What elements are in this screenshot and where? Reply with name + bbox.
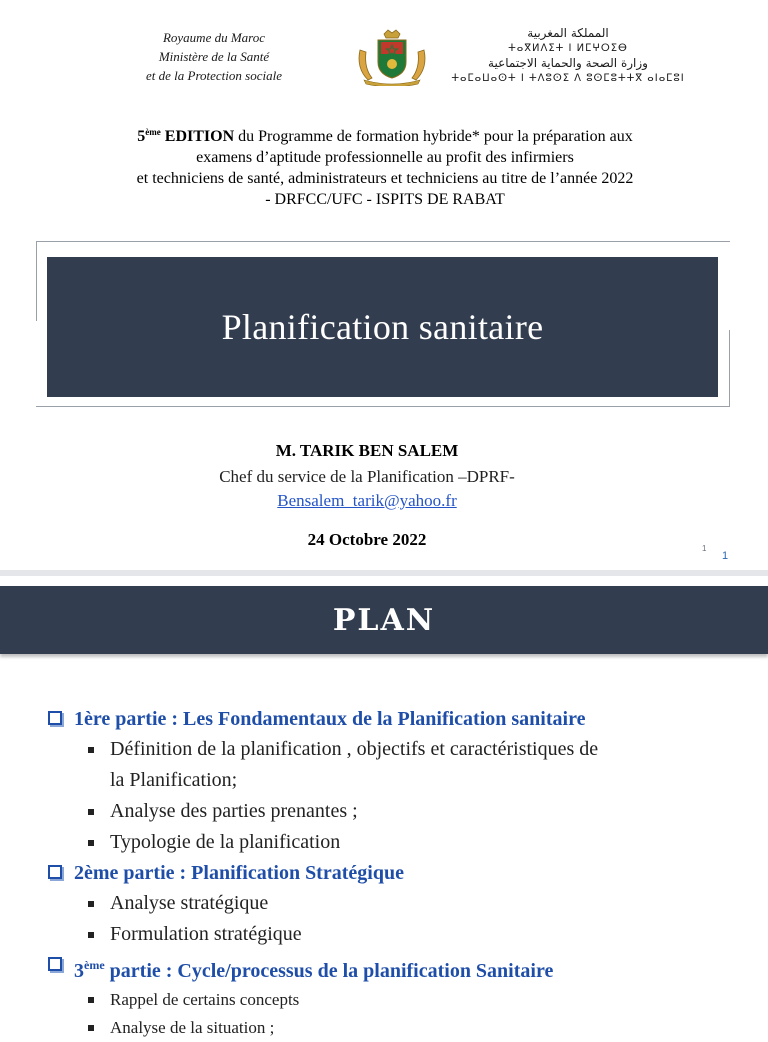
- list-item-text: Analyse stratégique: [110, 892, 269, 914]
- part-heading: [48, 858, 748, 888]
- header-line: ⵜⴰⴳⵍⴷⵉⵜ ⵏ ⵍⵎⵖⵔⵉⴱ: [508, 43, 628, 54]
- list-item-text: Formulation stratégique: [110, 923, 302, 945]
- list-item-text: Analyse de la situation ;: [110, 1018, 275, 1037]
- edition-line: du Programme de formation hybride* pour la préparation aux: [234, 128, 633, 145]
- list-item: [48, 986, 748, 1014]
- square-bullet-icon: [88, 932, 94, 938]
- header-line: et de la Protection sociale: [146, 68, 282, 83]
- plan-slide: [0, 576, 768, 1037]
- list-item-text: Analyse des parties prenantes ;: [110, 800, 358, 822]
- ministry-name-fr: [108, 28, 320, 85]
- slide-number: 1: [722, 550, 729, 562]
- title-banner: [47, 257, 718, 397]
- list-item: [48, 919, 748, 950]
- plan-title: PLAN: [332, 602, 436, 638]
- edition-line: examens d’aptitude professionnelle au profit des infirmiers: [196, 149, 574, 166]
- header-line: Royaume du Maroc: [162, 30, 266, 45]
- part-ordinal: 2ème: [74, 862, 119, 884]
- edition-line: et techniciens de santé, administrateurs et techniciens au titre de l’année 2022: [136, 170, 634, 187]
- author-email-link[interactable]: Bensalem_tarik@yahoo.fr: [277, 491, 457, 510]
- frame-line: [36, 406, 730, 407]
- header-line: Ministère de la Santé: [158, 49, 270, 64]
- part-ordinal: 3: [74, 960, 84, 982]
- header-line: المملكة المغربية: [527, 26, 609, 40]
- moroccan-coat-of-arms-icon: [350, 28, 434, 86]
- slide-title: Planification sanitaire: [221, 307, 544, 347]
- square-bullet-icon: [88, 809, 94, 815]
- frame-line: [36, 241, 37, 321]
- square-bullet-icon: [88, 747, 94, 753]
- edition-label: EDITION: [164, 128, 235, 145]
- part-items: [48, 888, 748, 950]
- slide-number-small: 1: [702, 544, 707, 553]
- plan-banner: [0, 586, 768, 654]
- edition-text: [40, 122, 730, 210]
- part-items: [48, 986, 748, 1042]
- frame-line: [729, 330, 730, 407]
- list-item: [48, 888, 748, 919]
- square-bullet-icon: [88, 997, 94, 1003]
- edition-ordinal: 5: [137, 128, 146, 145]
- square-bullet-icon: [88, 901, 94, 907]
- list-item: [48, 827, 748, 858]
- checkbox-bullet-icon: [48, 711, 62, 725]
- part-ordinal: 1ère: [74, 708, 111, 730]
- list-item-text: la Planification;: [110, 769, 238, 791]
- frame-line: [36, 241, 730, 242]
- header-line: ⵜⴰⵎⴰⵡⴰⵙⵜ ⵏ ⵜⴷⵓⵙⵉ ⴷ ⵓⵙⵎⵓⵜⵜⴳ ⴰⵏⴰⵎⵓⵏ: [451, 73, 685, 84]
- part-label: partie : Planification Stratégique: [118, 862, 404, 884]
- square-bullet-icon: [88, 840, 94, 846]
- edition-ordinal-sup: ème: [145, 127, 161, 137]
- part-label: partie : Les Fondamentaux de la Planification sanitaire: [110, 708, 586, 730]
- square-bullet-icon: [88, 1025, 94, 1031]
- list-item: [48, 1014, 748, 1042]
- edition-line: - DRFCC/UFC - ISPITS DE RABAT: [265, 191, 505, 208]
- list-item-text: Typologie de la planification: [110, 831, 341, 853]
- list-item: [48, 796, 748, 827]
- part-heading: [48, 704, 748, 734]
- header-line: وزارة الصحة والحماية الاجتماعية: [488, 56, 648, 70]
- list-item: [48, 765, 748, 796]
- part-label: partie : Cycle/processus de la planification Sanitaire: [104, 960, 554, 982]
- presentation-date: 24 Octobre 2022: [307, 530, 427, 549]
- list-item: [48, 734, 748, 765]
- checkbox-bullet-icon: [48, 957, 62, 971]
- author-role: Chef du service de la Planification –DPRF-: [219, 467, 515, 486]
- part-items: [48, 734, 748, 858]
- part-ordinal-sup: ème: [84, 958, 105, 972]
- list-item-text: Rappel de certains concepts: [110, 990, 300, 1009]
- list-item-text: Définition de la planification , objectifs et caractéristiques de: [110, 738, 599, 760]
- ministry-name-ar: [448, 26, 688, 86]
- author-name: M. TARIK BEN SALEM: [275, 441, 459, 460]
- plan-outline: [48, 704, 748, 1042]
- part-heading: [48, 950, 748, 986]
- checkbox-bullet-icon: [48, 865, 62, 879]
